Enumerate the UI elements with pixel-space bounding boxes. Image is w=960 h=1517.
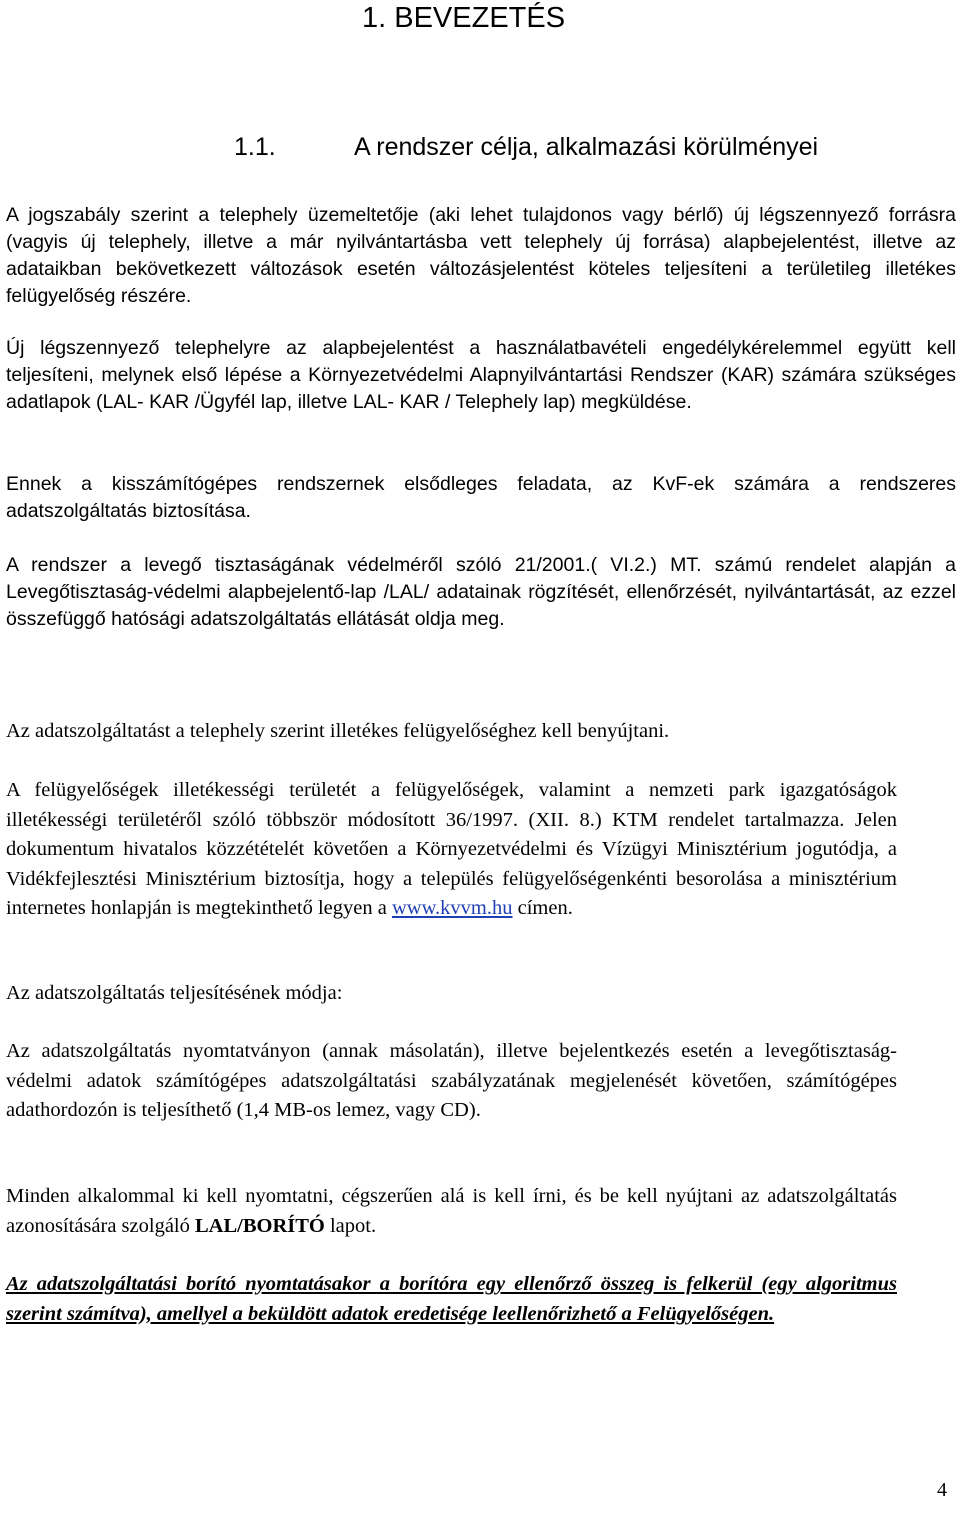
section-title: A rendszer célja, alkalmazási körülményei [354,133,819,161]
jurisdiction-text-end: címen. [512,897,573,919]
section-number: 1.1. [234,133,276,161]
paragraph-reporting-obligation: A jogszabály szerint a telephely üzemeltetője (aki lehet tulajdonos vagy bérlő) új légszennyező forrásra (vagyis új telephely, illetve a már nyilvántartásba vett telephely új forrása) alapbejelentést, illetve az adataikban bekövetkezett változások esetén változásjelentést köteles teljesíteni a területileg illetékes felügyelőség részére. [6,204,956,307]
cover-sheet-text-end: lapot. [324,1214,377,1237]
paragraph-jurisdiction [6,776,897,924]
paragraph-method: Az adatszolgáltatás nyomtatványon (annak másolatán), illetve bejelentkezés esetén a levegőtisztaság-védelmi adatok számítógépes adatszolgáltatási szabályzatának megjelenését követően, számítógépes adathordozón is teljesíthető (1,4 MB-os lemez, vagy CD). [6,1040,897,1121]
kvvm-link[interactable]: www.kvvm.hu [391,897,513,919]
cover-sheet-code: LAL/BORÍTÓ [194,1214,325,1237]
paragraph-regulation: A rendszer a levegő tisztaságának védelméről szóló 21/2001.( VI.2.) MT. számú rendelet alapján a Levegőtisztaság-védelmi alapbejelentő-lap /LAL/ adatainak rögzítését, ellenőrzését, nyilvántartását, az ezzel összefüggő hatósági adatszolgáltatás ellátását oldja meg. [6,554,956,630]
paragraph-submission: Az adatszolgáltatást a telephely szerint illetékes felügyelőséghez kell benyújtani. [6,720,670,742]
paragraph-checksum-note: Az adatszolgáltatási borító nyomtatásakor a borítóra egy ellenőrző összeg is felkerül (egy algoritmus szerint számítva), amellyel a beküldött adatok eredetisége leellenőrizhető a Felügyelőségen. [6,1273,897,1325]
paragraph-cover-sheet [6,1182,897,1241]
jurisdiction-text: A felügyelőségek illetékességi területét a felügyelőségek, valamint a nemzeti park igazgatóságok illetékességi területéről szóló többször módosított 36/1997. (XII. 8.) KTM rendelet tartalmazza. Jelen dokumentum hivatalos közzétételét követően a Környezetvédelmi és Vízügyi Minisztérium jogutódja, a Vidékfejlesztési Minisztérium biztosítja, hogy a település felügyelőségenkénti besorolása a minisztérium internetes honlapján is megtekinthető legyen a [6,779,897,919]
chapter-heading: 1. BEVEZETÉS [362,2,566,34]
page-number: 4 [937,1479,947,1501]
paragraph-new-source: Új légszennyező telephelyre az alapbejelentést a használatbavételi engedélykérelemmel együtt kell teljesíteni, melynek első lépése a Környezetvédelmi Alapnyilvántartási Rendszer (KAR) számára szükséges adatlapok (LAL- KAR /Ügyfél lap, illetve LAL- KAR / Telephely lap) megküldése. [6,337,956,413]
paragraph-method-heading: Az adatszolgáltatás teljesítésének módja: [6,982,343,1004]
paragraph-system-task: Ennek a kisszámítógépes rendszernek elsődleges feladata, az KvF-ek számára a rendszeres adatszolgáltatás biztosítása. [6,473,956,522]
section-heading [234,133,818,162]
cover-sheet-text: Minden alkalommal ki kell nyomtatni, cégszerűen alá is kell írni, és be kell nyújtani az adatszolgáltatás azonosítására szolgáló [6,1185,897,1237]
